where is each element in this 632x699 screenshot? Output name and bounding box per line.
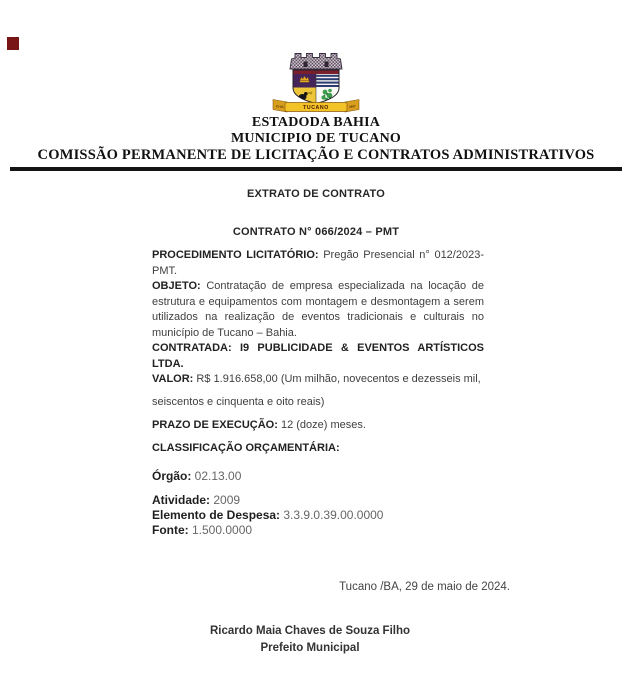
header-divider <box>10 167 622 171</box>
state-name: ESTADODA BAHIA <box>251 115 381 130</box>
ribbon-city-name: TUCANO <box>303 105 329 111</box>
signatory-name: Ricardo Maia Chaves de Souza Filho <box>209 625 411 637</box>
procedimento-paragraph <box>152 248 484 279</box>
ribbon-right-text: 1937 <box>348 104 356 109</box>
objeto-value: Contratação de empresa especializada na locação de estrutura e equipamentos com montagem e desmontagem a serem utilizados na realização de eventos tradicionais e culturais no município de Tucano – Bahia. <box>152 280 484 339</box>
document-title: EXTRATO DE CONTRATO <box>246 188 386 200</box>
orgao-line <box>152 469 484 484</box>
atividade-label: Atividade: <box>152 493 211 507</box>
orgao-label: Órgão: <box>152 469 192 483</box>
municipality-name: MUNICIPIO DE TUCANO <box>231 131 401 146</box>
letterhead <box>0 50 632 164</box>
contratada-paragraph <box>152 341 484 372</box>
atividade-line <box>152 493 484 508</box>
fonte-line <box>152 523 484 538</box>
signatory-title: Prefeito Municipal <box>260 642 360 654</box>
valor-value: R$ 1.916.658,00 (Um milhão, novecentos e dezesseis mil, <box>193 373 481 385</box>
date-place-line: Tucano /BA, 29 de maio de 2024. <box>339 581 510 593</box>
elemento-line <box>152 508 484 523</box>
orgao-value: 02.13.00 <box>191 469 242 483</box>
classificacao-heading: CLASSIFICAÇÃO ORÇAMENTÁRIA: <box>152 441 340 454</box>
prazo-value: 12 (doze) meses. <box>277 419 366 431</box>
elemento-label: Elemento de Despesa: <box>152 508 281 522</box>
crest-crown <box>290 54 342 70</box>
elemento-value: 3.3.9.0.39.00.0000 <box>280 508 384 522</box>
document-body <box>152 248 484 538</box>
ribbon-left-text: 21-63 <box>275 103 284 110</box>
fonte-label: Fonte: <box>152 523 189 537</box>
atividade-value: 2009 <box>210 493 241 507</box>
signature-block <box>0 623 620 657</box>
objeto-paragraph <box>152 279 484 341</box>
objeto-label: OBJETO: <box>152 280 201 292</box>
contratada-label: CONTRATADA: <box>152 342 232 354</box>
scan-corner-mark <box>7 37 19 50</box>
prazo-label: PRAZO DE EXECUÇÃO: <box>152 419 278 431</box>
procedimento-value: Pregão Presencial n° 012/2023-PMT. <box>152 249 484 277</box>
valor-continuation: seiscentos e cinquenta e oito reais) <box>152 395 325 408</box>
fonte-value: 1.500.0000 <box>188 523 253 537</box>
procedimento-label: PROCEDIMENTO LICITATÓRIO: <box>152 249 319 261</box>
valor-paragraph <box>152 372 484 388</box>
contratada-value: I9 PUBLICIDADE & EVENTOS ARTÍSTICOS LTDA. <box>152 342 484 370</box>
commission-name: COMISSÃO PERMANENTE DE LICITAÇÃO E CONTRATOS ADMINISTRATIVOS <box>37 147 595 163</box>
municipal-crest-icon <box>270 50 362 114</box>
contract-number-heading: CONTRATO N° 066/2024 – PMT <box>232 226 400 238</box>
valor-label: VALOR: <box>152 373 194 385</box>
prazo-paragraph <box>152 418 484 434</box>
